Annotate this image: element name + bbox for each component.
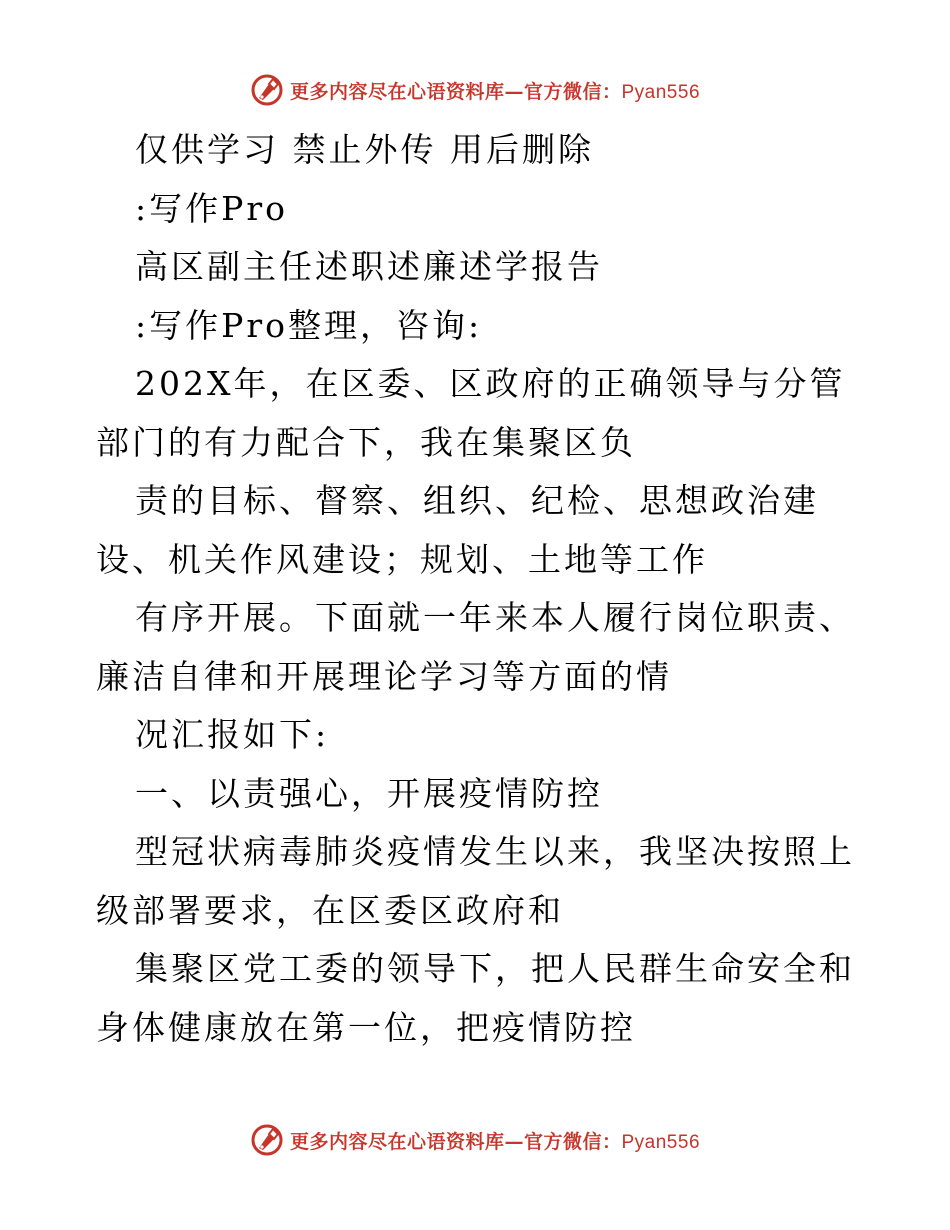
paragraph-author: :写作Pro	[135, 188, 288, 228]
watermark-contact: Pyan556	[621, 81, 701, 103]
watermark-text: 更多内容尽在心语资料库—官方微信：Pyan556	[289, 80, 701, 103]
footer-watermark	[0, 1120, 950, 1160]
document-title: 高区副主任述职述廉述学报告	[135, 247, 603, 286]
paragraph-body: 有序开展。下面就一年来本人履行岗位职责、廉洁自律和开展理论学习等方面的情	[96, 598, 855, 696]
paragraph-notice: 仅供学习 禁止外传 用后删除	[135, 130, 594, 169]
paragraph-body: 况汇报如下:	[135, 715, 330, 754]
pen-nib-logo-icon	[250, 1123, 284, 1157]
paragraph-organizer: :写作Pro整理，咨询:	[135, 305, 483, 345]
section-heading: 一、以责强心，开展疫情防控	[135, 773, 603, 813]
paragraph-body: 202X年，在区委、区政府的正确领导与分管部门的有力配合下，我在集聚区负	[96, 364, 846, 462]
document-body	[96, 121, 856, 1057]
watermark-text: 更多内容尽在心语资料库—官方微信：Pyan556	[289, 1130, 701, 1153]
watermark-contact: Pyan556	[621, 1131, 701, 1153]
paragraph-body: 责的目标、督察、组织、纪检、思想政治建设、机关作风建设；规划、土地等工作	[96, 481, 819, 579]
header-watermark	[0, 70, 950, 110]
paragraph-body: 集聚区党工委的领导下，把人民群生命安全和身体健康放在第一位，把疫情防控	[96, 949, 855, 1047]
paragraph-body: 型冠状病毒肺炎疫情发生以来，我坚决按照上级部署要求，在区委区政府和	[96, 832, 855, 930]
pen-nib-logo-icon	[250, 73, 284, 107]
